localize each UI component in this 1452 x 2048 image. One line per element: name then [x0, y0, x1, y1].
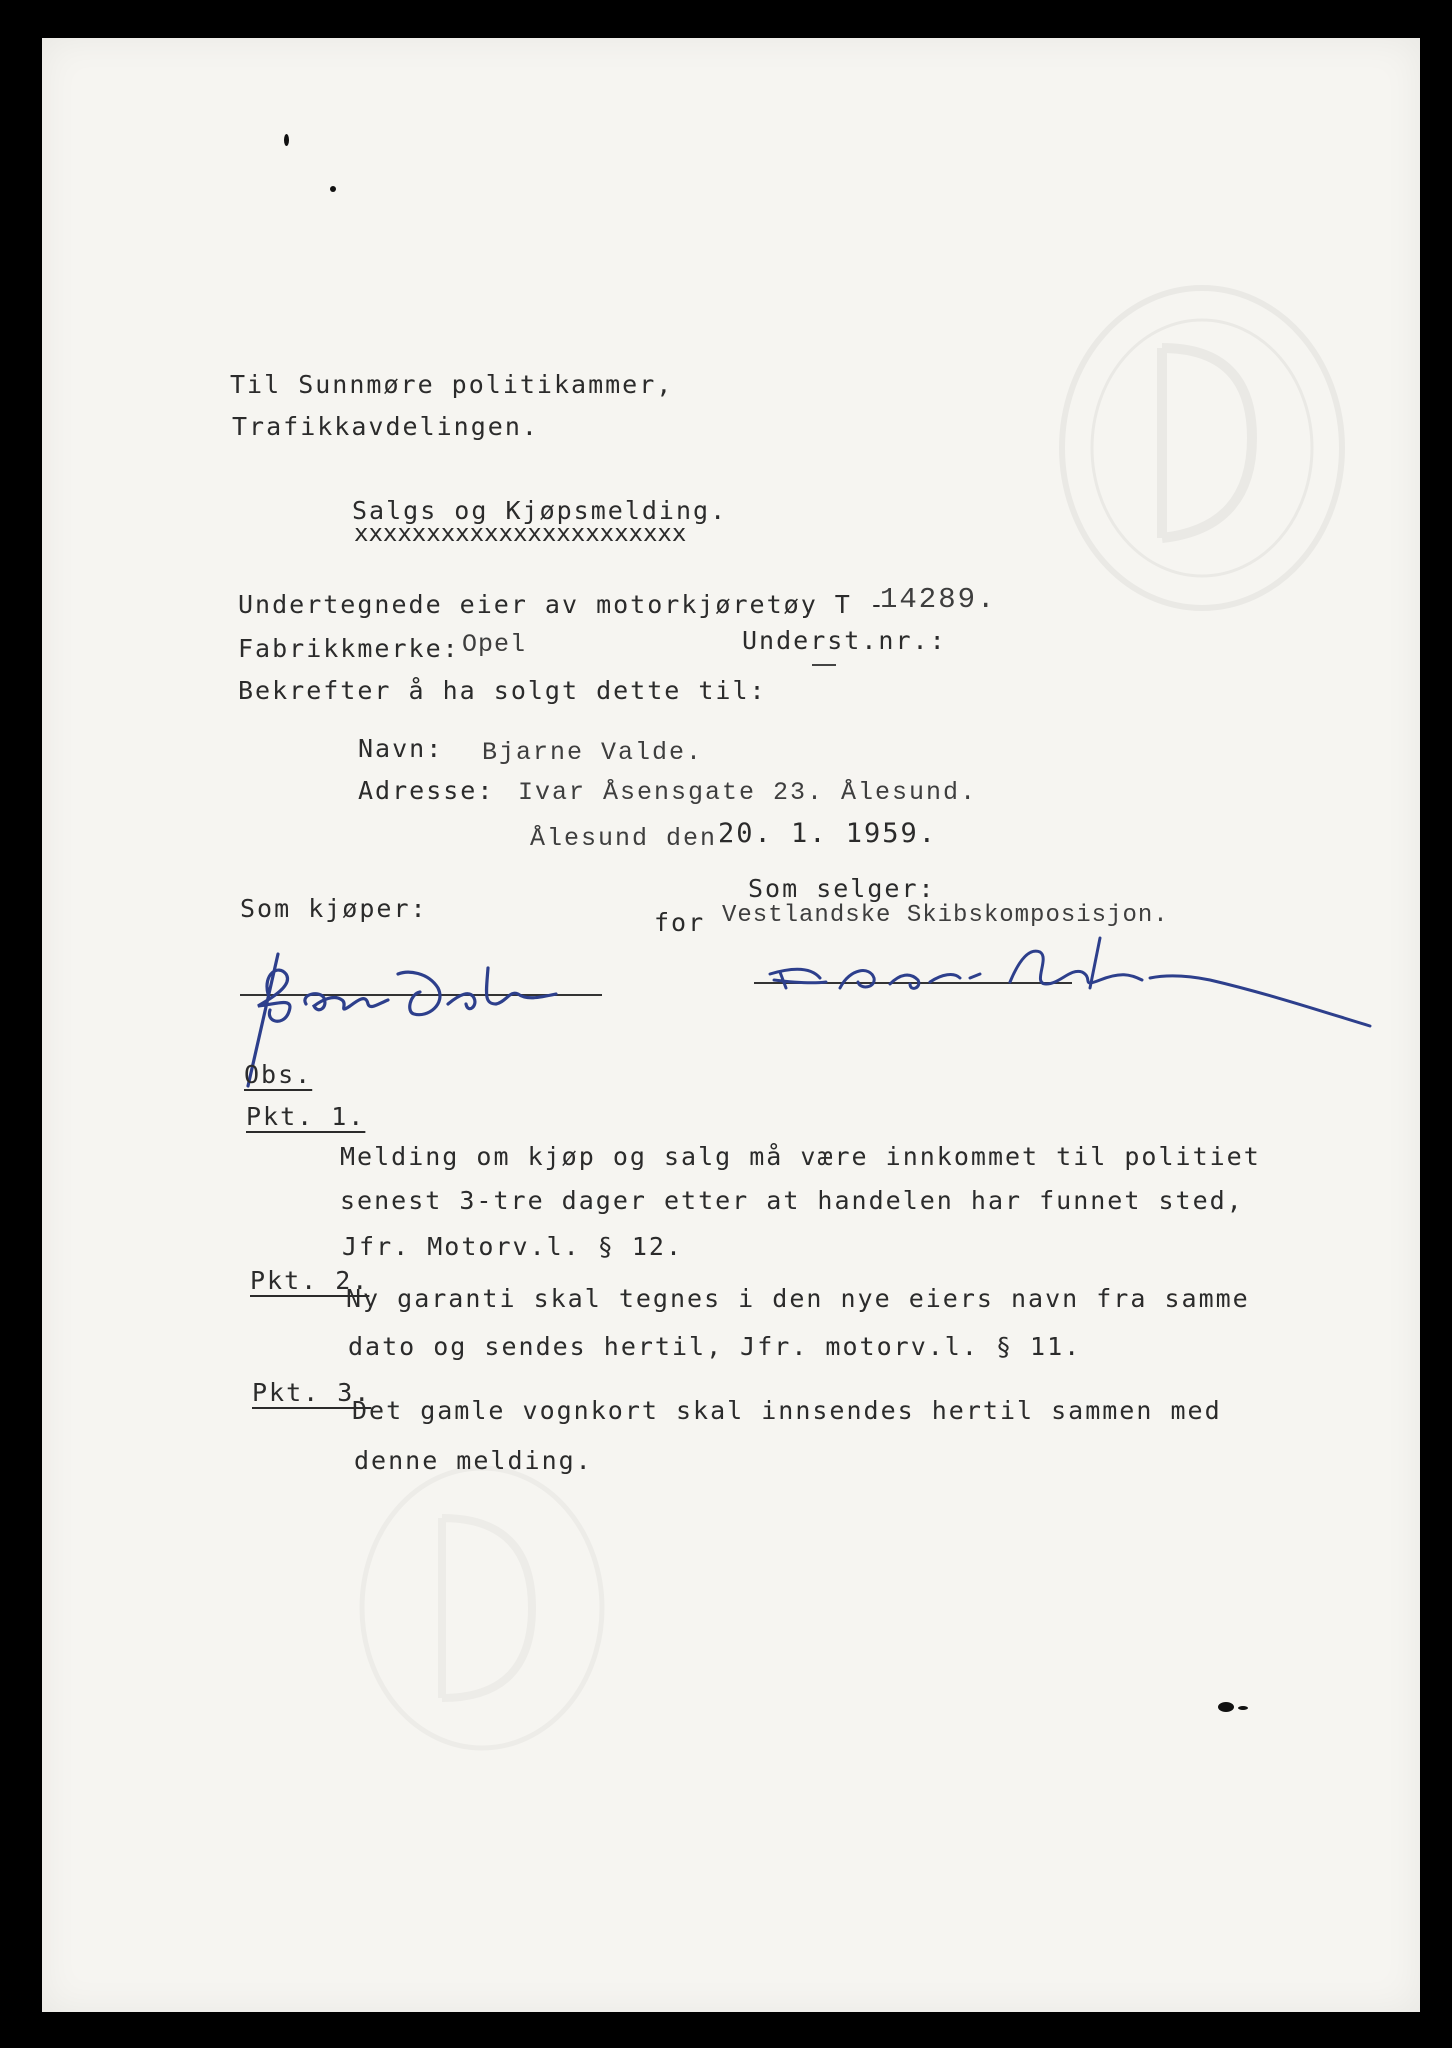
note-1-label: Pkt. 1.: [246, 1102, 366, 1131]
watermark-seal-lower: [352, 1458, 612, 1758]
buyer-label: Som kjøper:: [240, 894, 428, 923]
note-1-line-3: Jfr. Motorv.l. § 12.: [342, 1232, 684, 1261]
name-label: Navn:: [358, 734, 444, 763]
seller-label: Som selger:: [748, 874, 936, 903]
ink-blot: [1218, 1702, 1234, 1712]
note-1-line-1: Melding om kjøp og salg må være innkommet til politiet: [340, 1142, 1261, 1171]
address-label: Adresse:: [358, 776, 495, 805]
buyer-name: Bjarne Valde.: [482, 738, 704, 767]
make-value: Opel: [462, 630, 527, 659]
obs-label: Obs.: [244, 1060, 313, 1089]
recipient-line-1: Til Sunnmøre politikammer,: [230, 370, 674, 399]
place-date-prefix: Ålesund den: [530, 824, 718, 853]
buyer-address: Ivar Åsensgate 23. Ålesund.: [518, 778, 978, 807]
note-2-line-1: Ny garanti skal tegnes i den nye eiers navn fra samme: [346, 1284, 1250, 1313]
note-2-line-2: dato og sendes hertil, Jfr. motorv.l. § 11.: [348, 1332, 1082, 1361]
make-label: Fabrikkmerke:: [238, 634, 460, 663]
note-3-line-1: Det gamle vognkort skal innsendes hertil sammen med: [352, 1396, 1222, 1425]
ink-speck: [330, 186, 336, 192]
registration-number: 14289.: [880, 583, 997, 616]
note-2-label: Pkt. 2.: [250, 1266, 370, 1295]
ink-speck: [284, 134, 289, 146]
ink-blot: [1238, 1706, 1248, 1710]
seller-for: for: [654, 908, 706, 937]
title-strikeout: xxxxxxxxxxxxxxxxxxxxxxx: [354, 519, 687, 547]
confirm-statement: Bekrefter å ha solgt dette til:: [238, 676, 767, 705]
note-3-line-2: denne melding.: [354, 1446, 593, 1475]
chassis-number-dash: [812, 664, 836, 666]
sale-date: 20. 1. 1959.: [718, 818, 938, 849]
seller-signature: [750, 918, 1390, 1058]
document-title: Salgs og Kjøpsmelding.: [352, 496, 728, 525]
recipient-line-2: Trafikkavdelingen.: [232, 412, 539, 441]
watermark-seal: [1052, 278, 1352, 618]
seller-company: Vestlandske Skibskomposisjon.: [722, 902, 1169, 929]
owner-statement: Undertegnede eier av motorkjøretøy T -: [238, 590, 886, 619]
chassis-number-label: Underst.nr.:: [742, 626, 947, 655]
note-1-line-2: senest 3-tre dager etter at handelen har funnet sted,: [340, 1186, 1244, 1215]
note-3-label: Pkt. 3.: [252, 1378, 372, 1407]
document-page: [42, 38, 1420, 2012]
